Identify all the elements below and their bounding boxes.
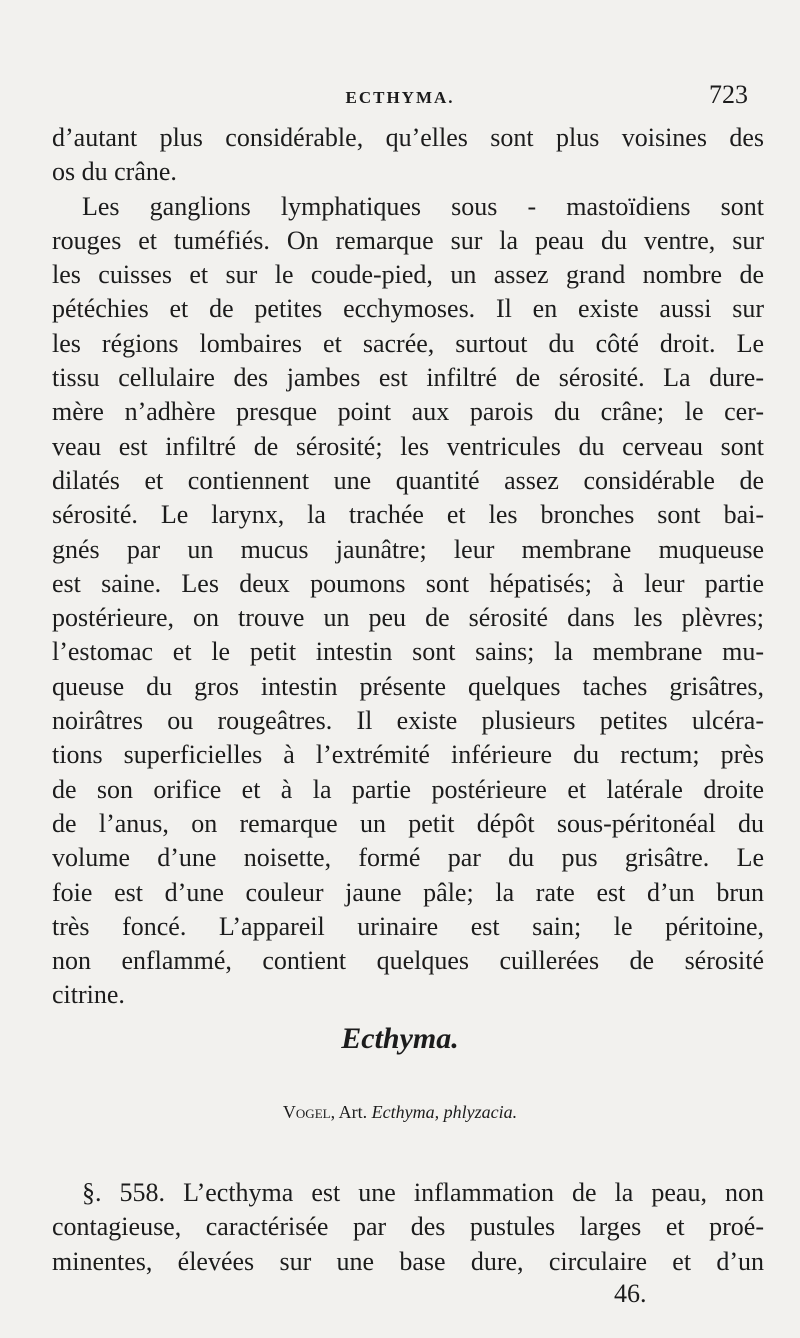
text-line: l’estomac et le petit intestin sont sains; la membrane mu- bbox=[52, 637, 764, 667]
text-line: de son orifice et à la partie postérieure et latérale droite bbox=[52, 774, 764, 804]
text-line: sérosité. Le larynx, la trachée et les bronches sont bai- bbox=[52, 500, 764, 530]
page-number: 723 bbox=[709, 80, 748, 109]
body-text bbox=[52, 121, 764, 1013]
text-line: postérieure, on trouve un peu de sérosité dans les plèvres; bbox=[52, 603, 764, 633]
text-line: volume d’une noisette, formé par du pus grisâtre. Le bbox=[52, 843, 764, 873]
text-line: pétéchies et de petites ecchymoses. Il en existe aussi sur bbox=[52, 294, 764, 324]
text-line: d’autant plus considérable, qu’elles sont plus voisines des bbox=[52, 123, 764, 152]
paragraph-3 bbox=[52, 1176, 764, 1279]
text-line: rouges et tuméfiés. On remarque sur la peau du ventre, sur bbox=[52, 225, 764, 255]
text-line: veau est infiltré de sérosité; les ventricules du cerveau sont bbox=[52, 431, 764, 461]
text-line: gnés par un mucus jaunâtre; leur membrane muqueuse bbox=[52, 534, 764, 564]
running-head-title: ECTHYMA. bbox=[345, 88, 455, 107]
paragraph-2 bbox=[52, 190, 764, 1013]
text-line: non enflammé, contient quelques cuillerées de sérosité bbox=[52, 946, 764, 976]
text-line: les régions lombaires et sacrée, surtout du côté droit. Le bbox=[52, 328, 764, 358]
text-line: dilatés et contiennent une quantité assez considérable de bbox=[52, 465, 764, 495]
text-line: très foncé. L’appareil urinaire est sain; le péritoine, bbox=[52, 911, 764, 941]
text-line: §. 558. L’ecthyma est une inflammation de la peau, non bbox=[82, 1178, 764, 1207]
reference-line bbox=[0, 1102, 800, 1123]
text-line: mère n’adhère presque point aux parois du crâne; le cer- bbox=[52, 397, 764, 427]
signature-mark: 46. bbox=[614, 1279, 647, 1308]
text-line: citrine. bbox=[52, 980, 125, 1010]
reference-art: Art. bbox=[338, 1102, 368, 1122]
text-line: foie est d’une couleur jaune pâle; la rate est d’un brun bbox=[52, 877, 764, 907]
reference-author: Vogel, bbox=[282, 1102, 336, 1122]
reference-terms: Ecthyma, phlyzacia. bbox=[371, 1102, 518, 1122]
text-line: os du crâne. bbox=[52, 157, 177, 187]
section-heading: Ecthyma. bbox=[341, 1022, 459, 1055]
text-line: Les ganglions lymphatiques sous - mastoïdiens sont bbox=[82, 191, 764, 221]
text-line: tions superficielles à l’extrémité inférieure du rectum; près bbox=[52, 740, 764, 770]
text-line: de l’anus, on remarque un petit dépôt sous-péritonéal du bbox=[52, 808, 764, 838]
text-line: contagieuse, caractérisée par des pustules larges et proé- bbox=[52, 1212, 764, 1242]
text-line: tissu cellulaire des jambes est infiltré de sérosité. La dure- bbox=[52, 363, 764, 393]
text-line: est saine. Les deux poumons sont hépatisés; à leur partie bbox=[52, 568, 764, 598]
running-head bbox=[0, 80, 800, 114]
text-line: les cuisses et sur le coude-pied, un assez grand nombre de bbox=[52, 260, 764, 290]
text-line: minentes, élevées sur une base dure, circulaire et d’un bbox=[52, 1246, 764, 1276]
paragraph-1 bbox=[52, 121, 764, 190]
text-line: noirâtres ou rougeâtres. Il existe plusieurs petites ulcéra- bbox=[52, 706, 764, 736]
text-line: queuse du gros intestin présente quelques taches grisâtres, bbox=[52, 671, 764, 701]
